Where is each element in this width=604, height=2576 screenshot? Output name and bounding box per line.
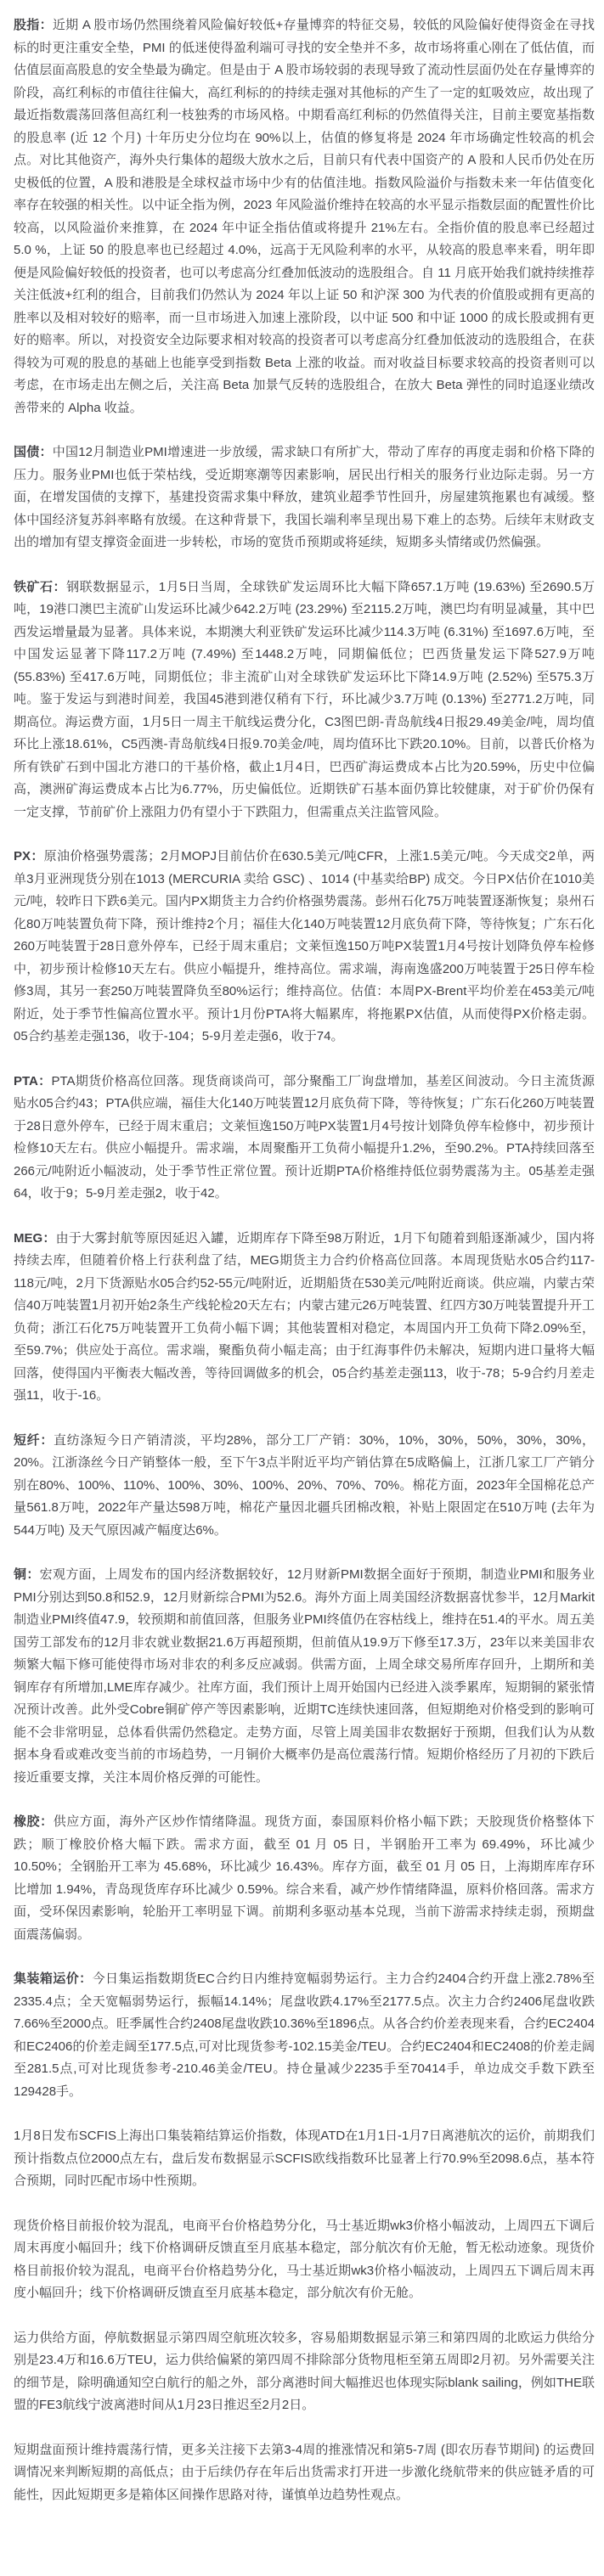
- section-copper: [14, 1564, 595, 1789]
- paragraph-scfis-index: [14, 2125, 595, 2193]
- section-text-container-freight: 今日集运指数期货EC合约日内维持宽幅弱势运行。主力合约2404合约开盘上涨2.78%至2335.4点；全天宽幅弱势运行，振幅14.14%；尾盘收跌4.17%至2177.5点。次主力合约2406尾盘收跌7.66%至2000点。旺季属性合约2408尾盘收跌10.36%至1896点。从各合约价差表现来看，合约EC2404和EC2406的价差走阔至177.5点,可对比现货参考-102.15美金/TEU。合约EC2404和EC2408的价差走阔至281.5点,可对比现货参考-210.46美金/TEU。持仓量减少2235手至70414手，单边成交手数下跌至129428手。: [14, 1971, 595, 2099]
- section-text-rubber: 供应方面，海外产区炒作情绪降温。现货方面，泰国原料价格小幅下跌；天胶现货价格整体下跌；顺丁橡胶价格大幅下跌。需求方面，截至 01 月 05 日，半钢胎开工率为 69.49%，环比减少 10.50%；全钢胎开工率为 45.68%，环比减少 16.43%。库存方面，截至 01 月 05 日，上海期库库存环比增加 1.94%，青岛现货库存环比减少 0.59%。综合来看，减产炒作情绪降温，原料价格回落。需求方面，受环保因素影响，轮胎开工率明显下调。前期利多驱动基本兑现，当前下游需求持续走弱，预期盘面震荡偏弱。: [14, 1814, 595, 1942]
- section-px: [14, 846, 595, 1049]
- section-treasury-bonds: [14, 442, 595, 554]
- section-text-stock-index: 近期 A 股市场仍然围绕着风险偏好较低+存量博弈的特征交易，较低的风险偏好使得资金在寻找标的时更注重安全垫，PMI 的低迷使得盈利端可寻找的安全垫并不多，故市场将重心刚在了低估值，而估值层面高股息的安全垫最为确定。但是由于 A 股市场较弱的表现导致了流动性层面仍处在存量博弈的阶段，高红利标的市值往往偏大，高红利标的的持续走强对其他标的产生了一定的虹吸效应，故出现了最近指数震荡回落但高红利一枝独秀的市场风格。中期看高红利标的仍然值得关注，目前主要宽基指数的股息率 (近 12 个月) 十年历史分位均在 90%以上，估值的修复将是 2024 年市场确定性较高的机会点。对比其他资产，海外央行集体的超级大放水之后，目前只有代表中国资产的 A 股和人民币仍处在历史极低的位置，A 股和港股是全球权益市场中少有的估值洼地。指数风险溢价与指数未来一年估值变化率存在较强的相关性。以中证全指为例，2023 年风险溢价维持在较高的水平显示指数层面的配置性价比较高，以风险溢价来推算，在 2024 年中证全指估值或将提升 21%左右。全指价值的股息率已经超过 5.0 %，上证 50 的股息率也已经超过 4.0%，远高于无风险利率的水平，从较高的股息率来看，明年即便是风险偏好较低的投资者，也可以考虑高分红叠加低波动的选股组合。自 11 月底开始我们就持续推荐关注低波+红利的组合，目前我们仍然认为 2024 年以上证 50 和沪深 300 为代表的价值股或拥有更高的胜率以及相对较好的赔率，而一旦市场进入加速上涨阶段，以中证 500 和中证 1000 的成长股或拥有更好的赔率。所以，对投资安全边际要求相对较高的投资者可以考虑高分红叠加低波动的选股组合，在获得较为可观的股息的基础上也能享受到指数 Beta 上涨的收益。而对收益目标要求较高的投资者则可以考虑，在市场走出左侧之后，关注高 Beta 加景气反转的选股组合，在放大 Beta 弹性的同时追逐业绩改善带来的 Alpha 收益。: [14, 18, 595, 415]
- paragraph-spot-prices: [14, 2215, 595, 2305]
- section-label-container-freight: 集装箱运价：: [14, 1971, 93, 1986]
- section-label-meg: MEG：: [14, 1230, 56, 1246]
- section-label-treasury-bonds: 国债：: [14, 445, 53, 459]
- section-label-rubber: 橡胶：: [14, 1814, 54, 1829]
- section-text-pta: PTA期货价格高位回落。现货商谈尚可，部分聚酯工厂询盘增加，基差区间波动。今日主流货源贴水05合约43；PTA供应端，福佳大化140万吨装置12月底负荷下降，等待恢复；广东石化260万吨装置于28日意外停车，已经于周末重启；文莱恒逸150万吨PX装置1月4号按计划降负停车检修中，初步预计检修10天左右。供应小幅提升。需求端，本周聚酯开工负荷小幅提升1.2%，至90.2%。PTA持续回落至266元/吨附近小幅波动，处于季节性正常位置。预计近期PTA价格维持低位弱势震荡为主。05基差走强64，收于9；5-9月差走强2，收于42。: [14, 1073, 595, 1201]
- section-label-pta: PTA：: [14, 1073, 52, 1088]
- section-short-fiber: [14, 1430, 595, 1543]
- paragraph-scfis-index-text: 1月8日发布SCFIS上海出口集装箱结算运价指数，体现ATD在1月1日-1月7日离港航次的运价，前期我们预计指数点位2000点左右，盘后发布数据显示SCFIS欧线指数环比显著上行70.9%至2098.6点，基本符合预期，同时匹配市场中性预期。: [14, 2129, 595, 2188]
- section-stock-index: [14, 14, 595, 419]
- section-label-copper: 铜：: [14, 1567, 40, 1582]
- section-label-px: PX：: [14, 849, 44, 863]
- paragraph-short-term-outlook: [14, 2439, 595, 2507]
- section-rubber: [14, 1811, 595, 1946]
- section-text-iron-ore: 钢联数据显示，1月5日当周，全球铁矿发运周环比大幅下降657.1万吨 (19.63%) 至2690.5万吨，19港口澳巴主流矿山发运环比减少642.2万吨 (23.29%) 至2115.2万吨，澳巴均有明显减量，其中巴西发运增量最为显著。具体来说，本期澳大利亚铁矿发运环比减少114.3万吨 (6.31%) 至1697.6万吨，至中国发运显著下降117.2万吨 (7.49%) 至1448.2万吨，同期偏低位；巴西货量发运下降527.9万吨 (55.83%) 至417.6万吨，同期低位；非主流矿山对全球铁矿发运环比下降14.9万吨 (2.52%) 至575.3万吨。鉴于发运与到港时间差，我国45港到港仅稍有下行，环比减少3.7万吨 (0.13%) 至2771.2万吨，同期高位。海运费方面，1月5日一周主干航线运费分化，C3图巴朗-青岛航线4日报29.49美金/吨，周均值环比上涨18.61%，C5西澳-青岛航线4日报9.70美金/吨，周均值环比下跌20.10%。目前，以普氏价格为所有铁矿石到中国北方港口的干基价格，截止1月4日，巴西矿海运费成本占比为20.59%，历史中位偏高，澳洲矿海运费成本占比为6.77%，历史偏低位。近期铁矿石基本面仍算比较健康，对于矿价仍保有一定支撑，节前矿价上涨阻力仍有望小于下跌阻力，但需重点关注监管风险。: [14, 579, 595, 819]
- paragraph-spot-prices-text: 现货价格目前报价较为混乱，电商平台价格趋势分化，马士基近期wk3价格小幅波动，上周四五下调后周末再度小幅回升；线下价格调研反馈直至月底基本稳定，部分航次有价无舱，暂无松动迹象。现货价格目前报价较为混乱，电商平台价格趋势分化，马士基近期wk3价格小幅波动，上周四五下调后周末再度小幅回升；线下价格调研反馈直至月底基本稳定，部分航次有价无舱。: [14, 2218, 595, 2300]
- section-meg: [14, 1228, 595, 1408]
- section-text-short-fiber: 直纺涤短今日产销清淡，平均28%，部分工厂产销：30%，10%，30%，50%，30%，30%，20%。江浙涤丝今日产销整体一般，至下午3点半附近平均产销估算在5成略偏上，江浙几家工厂产销分别在80%、100%、110%、100%、30%、100%、20%、70%、70%。棉花方面，2023年全国棉花总产量561.8万吨，2022年产量达598万吨，棉花产量因北疆兵团棉改粮，补贴上限固定在510万吨 (去年为544万吨) 及天气原因减产幅度达6%。: [14, 1432, 595, 1538]
- section-pta: [14, 1071, 595, 1206]
- section-text-meg: 由于大雾封航等原因延迟入罐，近期库存下降至98万附近，1月下旬随着到船逐渐减少，国内将持续去库，但随着价格上行获利盘了结，MEG期货主力合约价格高位回落。本周现货贴水05合约117-118元/吨，2月下货源贴水05合约52-55元/吨附近，近期船货在530美元/吨附近商谈。供应端，内蒙古荣信40万吨装置1月初开始2条生产线轮检20天左右；内蒙古建元26万吨装置、红四方30万吨装置提升开工负荷；浙江石化75万吨装置开工负荷小幅下调；其他装置相对稳定，本周国内开工负荷下降2.09%至，至59.7%；供应处于高位。需求端，聚酯负荷小幅走高；由于红海事件仍未解决，短期内进口量将大幅回落，使得国内平衡表大幅改善，等待回调做多的机会，05合约基差走强113，收于-78；5-9合约月差走强11，收于-16。: [14, 1230, 595, 1403]
- paragraph-capacity-supply: [14, 2327, 595, 2417]
- section-label-short-fiber: 短纤：: [14, 1432, 54, 1448]
- section-label-stock-index: 股指：: [14, 18, 53, 32]
- section-text-treasury-bonds: 中国12月制造业PMI增速进一步放缓，需求缺口有所扩大，带动了库存的再度走弱和价格下降的压力。服务业PMI也低于荣枯线，受近期寒潮等因素影响，居民出行相关的服务行业边际走弱。另一方面，在增发国债的支撑下，基建投资需求集中释放，建筑业超季节性回升，房屋建筑拖累也有减缓。整体中国经济复苏斜率略有放缓。在这种背景下，我国长端利率呈现出易下难上的态势。后续年末财政支出的增加有望支撑资金面进一步转松，市场的宽货币预期或将延续，短期多头情绪或仍然偏强。: [14, 445, 595, 549]
- section-container-freight: [14, 1968, 595, 2103]
- section-label-iron-ore: 铁矿石：: [14, 579, 67, 594]
- paragraph-short-term-outlook-text: 短期盘面预计维持震荡行情，更多关注接下去第3-4周的推涨情况和第5-7周 (即农历春节期间) 的运费回调情况来判断短期的高低点；由于后续仍存在年后出货需求打开进一步激化绕航带来的供应链矛盾的可能性，因此短期更多是箱体区间操作思路对待，谨慎单边趋势性观点。: [14, 2442, 595, 2502]
- paragraph-capacity-supply-text: 运力供给方面，停航数据显示第四周空航班次较多，容易船期数据显示第三和第四周的北欧运力供给分别是23.4万和16.6万TEU，运力供给偏紧的第四周不排除部分货物甩柜至第五周即2月初。另外需要关注的细节是，除明确通知空白航行的船之外，部分离港时间大幅推迟也体现实际blank sailing，例如THE联盟的FE3航线宁波离港时间从1月23日推迟至2月2日。: [14, 2330, 595, 2412]
- section-iron-ore: [14, 577, 595, 824]
- section-text-px: 原油价格强势震荡；2月MOPJ目前估价在630.5美元/吨CFR，上涨1.5美元/吨。今天成交2单，两单3月亚洲现货分别在1013 (MERCURIA 卖给 GSC) 、1014 (中基卖给BP) 成交。今日PX估价在1010美元/吨，较昨日下跌6美元。国内PX期货主力合约价格强势震荡。彭州石化75万吨装置逐渐恢复；泉州石化80万吨装置负荷下降，预计维持2个月；福佳大化140万吨装置12月底负荷下降，等待恢复；广东石化260万吨装置于28日意外停车，已经于周末重启；文莱恒逸150万吨PX装置1月4号按计划降负停车检修中，初步预计检修10天左右。供应小幅提升，维持高位。需求端，海南逸盛200万吨装置于25日停车检修3周，其另一套250万吨装置降负至80%运行；维持高位。估值：本周PX-Brent平均价差在453美元/吨附近，处于季节性偏高位置水平。预计1月份PTA将大幅累库，将拖累PX估值，从而使得PX价格走弱。05合约基差走强136，收于-104；5-9月差走强6，收于74。: [14, 849, 595, 1043]
- section-text-copper: 宏观方面，上周发布的国内经济数据较好，12月财新PMI数据全面好于预期，制造业PMI和服务业PMI分别达到50.8和52.9，12月财新综合PMI为52.6。海外方面上周美国经济数据喜忧参半，12月Markit制造业PMI终值47.9，较预期和前值回落，但服务业PMI终值仍在容枯线上，维持在51.4的平水。周五美国劳工部发布的12月非农就业数据21.6万再超预期，但前值从19.9万下修至17.3万，23年以来美国非农频繁大幅下修可能使得市场对非农的利多反应减弱。供需方面，上周全球交易所库存回升，上期所和美铜库存有所增加,LME库存减少。社库方面，我们预计上周开始国内已经进入淡季累库，短期铜的紧张情况预计改善。此外受Cobre铜矿停产等因素影响，近期TC连续快速回落，但短期绝对价格受到的影响可能不会非常明显，总体看供需仍然稳定。走势方面，尽管上周美国非农数据好于预期，但我们认为从数据本身看或难改变当前的市场趋势，一月铜价大概率仍是高位震荡行情。短期价格经历了月初的下跌后接近重要支撑，关注本周价格反弹的可能性。: [14, 1567, 595, 1785]
